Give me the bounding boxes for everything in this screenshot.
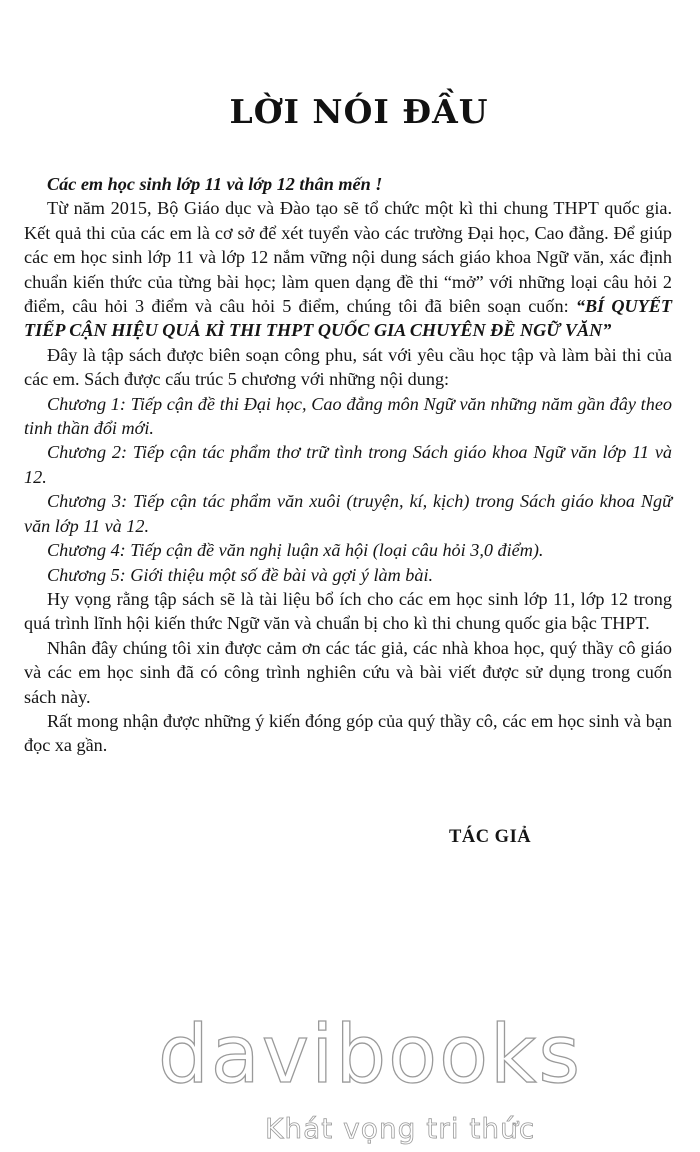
- watermark-slogan: Khát vọng tri thức: [265, 1112, 536, 1145]
- book-title: “BÍ QUYẾT TIẾP CẬN HIỆU QUẢ KÌ THI THPT QUỐC GIA CHUYÊN ĐỀ NGỮ VĂN”: [24, 296, 672, 341]
- greeting-paragraph: [24, 172, 672, 196]
- chapter-item: Chương 1: Tiếp cận đề thi Đại học, Cao đẳng môn Ngữ văn những năm gần đây theo tinh thần đổi mới.: [24, 393, 672, 439]
- structure-paragraph: Đây là tập sách được biên soạn công phu, sát với yêu cầu học tập và làm bài thi của các em. Sách được cấu trúc 5 chương với những nội dung:: [24, 344, 672, 390]
- chapter-item: Chương 3: Tiếp cận tác phẩm văn xuôi (truyện, kí, kịch) trong Sách giáo khoa Ngữ văn lớp 11 và 12.: [24, 491, 672, 536]
- intro-text: Từ năm 2015, Bộ Giáo dục và Đào tạo sẽ tổ chức một kì thi chung THPT quốc gia. Kết quả thi của các em là cơ sở để xét tuyển vào các trường Đại học, Cao đẳng. Để giúp các em học sinh lớp 11 và lớp 12 nắm vững nội dung sách giáo khoa Ngữ văn, xác định chuẩn kiến thức của từng bài học; làm quen dạng đề thi “mở” với những loại câu hỏi 2 điểm, câu hỏi 3 điểm và câu hỏi 5 điểm, chúng tôi đã biên soạn cuốn:: [24, 198, 672, 317]
- page-title: LỜI NÓI ĐẦU: [229, 92, 489, 131]
- greeting: Các em học sinh lớp 11 và lớp 12 thân mến !: [47, 174, 383, 194]
- feedback-paragraph: Rất mong nhận được những ý kiến đóng góp của quý thầy cô, các em học sinh và bạn đọc xa gần.: [24, 710, 672, 756]
- preface-body: [24, 172, 672, 758]
- thanks-paragraph: Nhân đây chúng tôi xin được cảm ơn các tác giả, các nhà khoa học, quý thầy cô giáo và các em học sinh đã có công trình nghiên cứu và bài viết được sử dụng trong cuốn sách này.: [24, 637, 672, 707]
- author-signature: TÁC GIẢ: [449, 827, 532, 847]
- watermark-brand: davibooks: [158, 1008, 583, 1101]
- chapter-item: Chương 2: Tiếp cận tác phẩm thơ trữ tình trong Sách giáo khoa Ngữ văn lớp 11 và 12.: [24, 442, 672, 487]
- chapter-item: Chương 5: Giới thiệu một số đề bài và gợi ý làm bài.: [47, 564, 434, 585]
- chapter-item: Chương 4: Tiếp cận đề văn nghị luận xã hội (loại câu hỏi 3,0 điểm).: [47, 540, 544, 561]
- hope-paragraph: Hy vọng rằng tập sách sẽ là tài liệu bổ ích cho các em học sinh lớp 11, lớp 12 trong quá trình lĩnh hội kiến thức Ngữ văn và chuẩn bị cho kì thi chung quốc gia bậc THPT.: [24, 588, 672, 634]
- intro-paragraph: [24, 196, 672, 342]
